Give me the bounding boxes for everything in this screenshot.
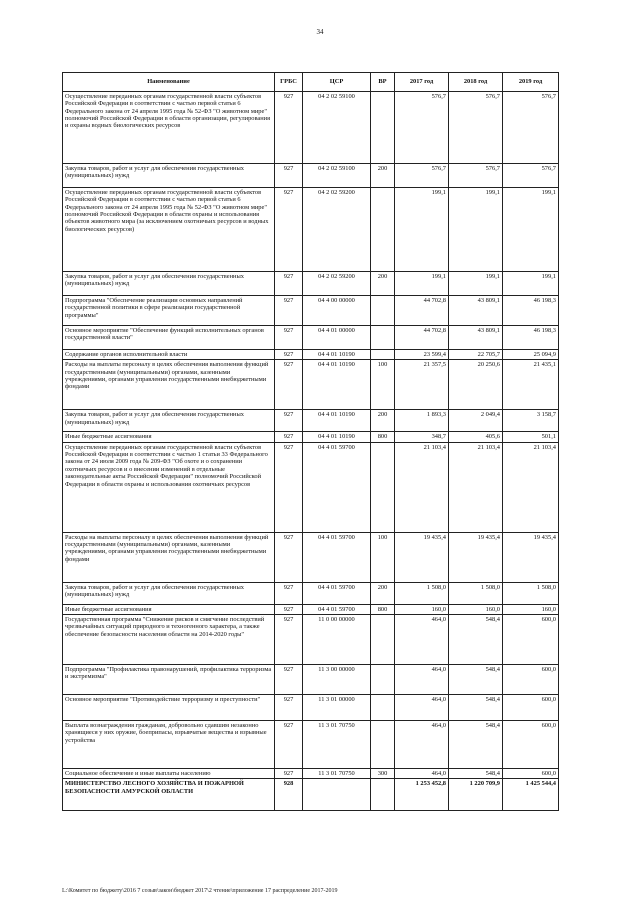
cell-csr: 04 4 01 59700 xyxy=(303,582,371,604)
cell-2018: 22 705,7 xyxy=(449,350,503,360)
cell-csr: 04 4 01 59700 xyxy=(303,604,371,614)
cell-2017: 348,7 xyxy=(395,432,449,442)
table-row xyxy=(63,350,559,360)
cell-name: Выплата вознаграждения гражданам, добровольно сдавшим незаконно хранящиеся у них оружие, боеприпасы, взрывчатые вещества и взрывные устройства xyxy=(63,721,275,769)
cell-2018: 548,4 xyxy=(449,615,503,665)
cell-grbs: 927 xyxy=(275,604,303,614)
cell-vr: 200 xyxy=(371,272,395,296)
cell-2019: 3 158,7 xyxy=(503,410,559,432)
cell-csr: 04 4 00 00000 xyxy=(303,296,371,326)
cell-vr: 800 xyxy=(371,432,395,442)
cell-2019: 199,1 xyxy=(503,188,559,272)
cell-2019: 25 094,9 xyxy=(503,350,559,360)
cell-2017: 21 103,4 xyxy=(395,442,449,532)
cell-csr: 04 4 01 10190 xyxy=(303,432,371,442)
cell-name: Основное мероприятие "Противодействие терроризму и преступности" xyxy=(63,695,275,721)
cell-2019: 600,0 xyxy=(503,665,559,695)
cell-2019: 576,7 xyxy=(503,92,559,164)
cell-grbs: 927 xyxy=(275,92,303,164)
cell-2017: 199,1 xyxy=(395,272,449,296)
cell-2018: 43 809,1 xyxy=(449,326,503,350)
table-row xyxy=(63,721,559,769)
cell-csr: 04 4 01 59700 xyxy=(303,442,371,532)
cell-name: Осуществление переданных органам государственной власти субъектов Российской Федерации в соответствии с частью первой статьи 6 Федерального закона от 24 апреля 1995 года № 52-ФЗ "О животном мире" полномочий Российской Федерации в области охраны и использования объектов животного мира (за исключением охотничьих ресурсов и водных биологических ресурсов) xyxy=(63,188,275,272)
cell-grbs: 927 xyxy=(275,410,303,432)
cell-vr xyxy=(371,188,395,272)
cell-grbs: 927 xyxy=(275,615,303,665)
cell-csr: 04 4 01 59700 xyxy=(303,532,371,582)
cell-vr: 200 xyxy=(371,164,395,188)
cell-2018: 2 049,4 xyxy=(449,410,503,432)
cell-2019: 21 103,4 xyxy=(503,442,559,532)
cell-vr: 200 xyxy=(371,582,395,604)
cell-vr: 100 xyxy=(371,532,395,582)
cell-2019: 46 198,3 xyxy=(503,296,559,326)
cell-vr: 800 xyxy=(371,604,395,614)
cell-name: Закупка товаров, работ и услуг для обеспечения государственных (муниципальных) нужд xyxy=(63,410,275,432)
cell-csr: 04 4 01 10190 xyxy=(303,350,371,360)
cell-2018: 576,7 xyxy=(449,92,503,164)
table-row xyxy=(63,582,559,604)
cell-csr: 11 3 01 00000 xyxy=(303,695,371,721)
table-row xyxy=(63,532,559,582)
cell-grbs: 927 xyxy=(275,188,303,272)
table-row xyxy=(63,272,559,296)
cell-2019: 501,1 xyxy=(503,432,559,442)
cell-vr xyxy=(371,326,395,350)
cell-name: Содержание органов исполнительной власти xyxy=(63,350,275,360)
cell-2018: 20 250,6 xyxy=(449,360,503,410)
header-name: Наименование xyxy=(63,73,275,92)
cell-csr: 04 2 02 59100 xyxy=(303,164,371,188)
cell-2019: 600,0 xyxy=(503,769,559,779)
table-row xyxy=(63,164,559,188)
cell-2019: 600,0 xyxy=(503,615,559,665)
cell-2018: 1 220 709,9 xyxy=(449,779,503,811)
page-number: 34 xyxy=(316,28,324,36)
table-row xyxy=(63,432,559,442)
cell-2018: 199,1 xyxy=(449,188,503,272)
cell-2018: 1 508,0 xyxy=(449,582,503,604)
cell-grbs: 927 xyxy=(275,442,303,532)
budget-table xyxy=(62,72,559,811)
cell-2017: 1 893,3 xyxy=(395,410,449,432)
cell-grbs: 927 xyxy=(275,582,303,604)
cell-name: Расходы на выплаты персоналу в целях обеспечения выполнения функций государственными (муниципальными) органами, казенными учреждениями, органами управления государственными внебюджетными фондами xyxy=(63,532,275,582)
cell-2017: 464,0 xyxy=(395,721,449,769)
cell-grbs: 927 xyxy=(275,350,303,360)
cell-2019: 576,7 xyxy=(503,164,559,188)
cell-csr: 11 3 01 70750 xyxy=(303,769,371,779)
cell-grbs: 927 xyxy=(275,721,303,769)
cell-2017: 576,7 xyxy=(395,164,449,188)
cell-2017: 464,0 xyxy=(395,695,449,721)
cell-2018: 405,6 xyxy=(449,432,503,442)
cell-2018: 43 809,1 xyxy=(449,296,503,326)
cell-grbs: 927 xyxy=(275,769,303,779)
cell-vr: 300 xyxy=(371,769,395,779)
cell-name: Государственная программа "Снижение рисков и смягчение последствий чрезвычайных ситуаций природного и техногенного характера, а также обеспечение безопасности населения области на 2014-2020 годы" xyxy=(63,615,275,665)
cell-name: Осуществление переданных органам государственной власти субъектов Российской Федерации в соответствии с частью первой статьи 6 Федерального закона от 24 апреля 1995 года № 52-ФЗ "О животном мире" полномочий Российской Федерации в области организации, регулирования и охраны водных биологических ресурсов xyxy=(63,92,275,164)
cell-name: Иные бюджетные ассигнования xyxy=(63,432,275,442)
table-row xyxy=(63,442,559,532)
cell-2017: 19 435,4 xyxy=(395,532,449,582)
cell-csr: 04 4 01 10190 xyxy=(303,360,371,410)
header-csr: ЦСР xyxy=(303,73,371,92)
cell-2018: 160,0 xyxy=(449,604,503,614)
cell-vr xyxy=(371,350,395,360)
footer-file-path: L:\Комитет по бюджету\2016 7 созыв\закон\бюджет 2017\2 чтение\приложение 17 распределение 2017-2019 xyxy=(62,888,338,894)
cell-2018: 199,1 xyxy=(449,272,503,296)
cell-vr xyxy=(371,721,395,769)
table-header-row xyxy=(63,73,559,92)
table-row xyxy=(63,188,559,272)
cell-2018: 19 435,4 xyxy=(449,532,503,582)
cell-2019: 1 425 544,4 xyxy=(503,779,559,811)
cell-vr: 200 xyxy=(371,410,395,432)
cell-csr: 04 4 01 00000 xyxy=(303,326,371,350)
cell-2017: 464,0 xyxy=(395,769,449,779)
cell-2017: 44 702,8 xyxy=(395,296,449,326)
cell-2018: 548,4 xyxy=(449,665,503,695)
cell-csr xyxy=(303,779,371,811)
table-row xyxy=(63,665,559,695)
cell-grbs: 927 xyxy=(275,695,303,721)
table-row xyxy=(63,410,559,432)
cell-vr xyxy=(371,442,395,532)
cell-vr xyxy=(371,296,395,326)
cell-csr: 04 2 02 59200 xyxy=(303,188,371,272)
cell-vr xyxy=(371,92,395,164)
cell-name: Закупка товаров, работ и услуг для обеспечения государственных (муниципальных) нужд xyxy=(63,164,275,188)
cell-vr xyxy=(371,665,395,695)
cell-grbs: 927 xyxy=(275,164,303,188)
cell-vr xyxy=(371,695,395,721)
cell-name: Иные бюджетные ассигнования xyxy=(63,604,275,614)
cell-csr: 04 2 02 59200 xyxy=(303,272,371,296)
cell-2017: 199,1 xyxy=(395,188,449,272)
cell-2017: 1 253 452,8 xyxy=(395,779,449,811)
cell-2018: 21 103,4 xyxy=(449,442,503,532)
cell-2018: 548,4 xyxy=(449,721,503,769)
cell-csr: 11 3 01 70750 xyxy=(303,721,371,769)
cell-2017: 21 357,5 xyxy=(395,360,449,410)
cell-2017: 160,0 xyxy=(395,604,449,614)
table-row xyxy=(63,360,559,410)
cell-name: Социальное обеспечение и иные выплаты населению xyxy=(63,769,275,779)
cell-2018: 548,4 xyxy=(449,695,503,721)
cell-grbs: 927 xyxy=(275,665,303,695)
cell-vr xyxy=(371,615,395,665)
cell-2017: 23 599,4 xyxy=(395,350,449,360)
cell-grbs: 927 xyxy=(275,272,303,296)
cell-grbs: 928 xyxy=(275,779,303,811)
cell-2017: 576,7 xyxy=(395,92,449,164)
cell-2019: 46 198,3 xyxy=(503,326,559,350)
cell-csr: 11 3 00 00000 xyxy=(303,665,371,695)
cell-name: Расходы на выплаты персоналу в целях обеспечения выполнения функций государственными (муниципальными) органами, казенными учреждениями, органами управления государственными внебюджетными фондами xyxy=(63,360,275,410)
table-row xyxy=(63,615,559,665)
header-grbs: ГРБС xyxy=(275,73,303,92)
cell-2017: 1 508,0 xyxy=(395,582,449,604)
header-2018: 2018 год xyxy=(449,73,503,92)
cell-name: Основное мероприятие "Обеспечение функций исполнительных органов государственной власти" xyxy=(63,326,275,350)
cell-2017: 44 702,8 xyxy=(395,326,449,350)
header-2017: 2017 год xyxy=(395,73,449,92)
cell-grbs: 927 xyxy=(275,296,303,326)
cell-name: Подпрограмма "Профилактика правонарушений, профилактика терроризма и экстремизма" xyxy=(63,665,275,695)
cell-grbs: 927 xyxy=(275,532,303,582)
cell-grbs: 927 xyxy=(275,326,303,350)
cell-2018: 548,4 xyxy=(449,769,503,779)
cell-2019: 600,0 xyxy=(503,721,559,769)
cell-2019: 199,1 xyxy=(503,272,559,296)
cell-name: Осуществление переданных органам государственной власти субъектов Российской Федерации в соответствии с частью 1 статьи 33 Федерального закона от 24 июля 2009 года № 209-ФЗ "Об охоте и о сохранении охотничьих ресурсов и о внесении изменений в отдельные законодательные акты Российской Федерации" полномочий Российской Федерации в области охраны и использования охотничьих ресурсов xyxy=(63,442,275,532)
cell-csr: 04 4 01 10190 xyxy=(303,410,371,432)
cell-2017: 464,0 xyxy=(395,665,449,695)
cell-vr: 100 xyxy=(371,360,395,410)
cell-name: Закупка товаров, работ и услуг для обеспечения государственных (муниципальных) нужд xyxy=(63,582,275,604)
table-row xyxy=(63,326,559,350)
cell-csr: 04 2 02 59100 xyxy=(303,92,371,164)
cell-2018: 576,7 xyxy=(449,164,503,188)
cell-2017: 464,0 xyxy=(395,615,449,665)
table-row xyxy=(63,779,559,811)
cell-2019: 160,0 xyxy=(503,604,559,614)
cell-2019: 21 435,1 xyxy=(503,360,559,410)
cell-2019: 600,0 xyxy=(503,695,559,721)
cell-name: Подпрограмма "Обеспечение реализации основных направлений государственной политики в сфере реализации государственной программы" xyxy=(63,296,275,326)
header-2019: 2019 год xyxy=(503,73,559,92)
cell-grbs: 927 xyxy=(275,360,303,410)
table-row xyxy=(63,604,559,614)
cell-csr: 11 0 00 00000 xyxy=(303,615,371,665)
table-row xyxy=(63,769,559,779)
cell-2019: 19 435,4 xyxy=(503,532,559,582)
header-vr: ВР xyxy=(371,73,395,92)
table-row xyxy=(63,92,559,164)
table-row xyxy=(63,296,559,326)
cell-name: МИНИСТЕРСТВО ЛЕСНОГО ХОЗЯЙСТВА И ПОЖАРНОЙ БЕЗОПАСНОСТИ АМУРСКОЙ ОБЛАСТИ xyxy=(63,779,275,811)
cell-2019: 1 508,0 xyxy=(503,582,559,604)
cell-vr xyxy=(371,779,395,811)
table-row xyxy=(63,695,559,721)
cell-name: Закупка товаров, работ и услуг для обеспечения государственных (муниципальных) нужд xyxy=(63,272,275,296)
cell-grbs: 927 xyxy=(275,432,303,442)
